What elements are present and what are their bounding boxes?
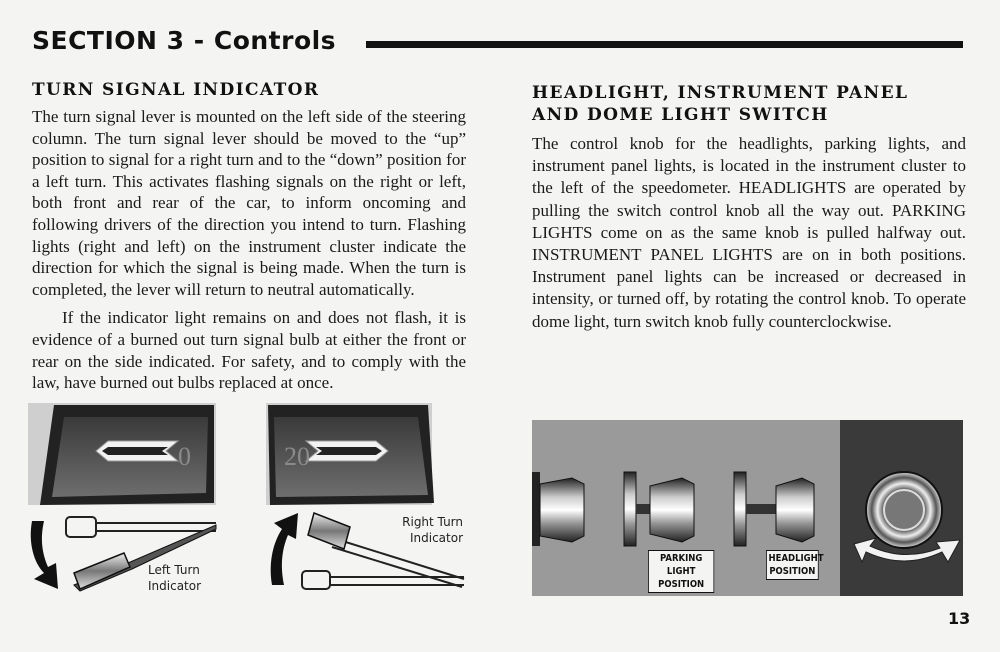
turn-signal-paragraph-1: The turn signal lever is mounted on the left side of the steering column. The turn signal lever should be moved to the “up” position to signal for a right turn and to the “down” position for a left turn. This activates flashing signals on the right or left, both front and rear of the car, to inform oncoming and following drivers of the direction you intend to turn. Flashing lights (right and left) on the instrument cluster indicate the direction for which the signal is being made. When the turn is completed, the lever will return to neutral automatically. (32, 107, 466, 299)
turn-signal-paragraph-2: If the indicator light remains on and does not flash, it is evidence of a burned out turn signal bulb at either the front or rear on the side indicated. For safety, and to comply with the law, have burned out bulbs replaced at once. (32, 308, 466, 393)
knob-parking (650, 478, 694, 542)
right-gauge-digit: 20 (284, 442, 310, 471)
headlight-heading: HEADLIGHT, INSTRUMENT PANEL AND DOME LIGHT SWITCH (532, 83, 909, 125)
page-number: 13 (948, 609, 971, 628)
right-turn-illustration (266, 403, 466, 593)
parking-light-label: PARKING LIGHT POSITION (648, 550, 714, 593)
turn-signal-heading: TURN SIGNAL INDICATOR (32, 80, 320, 100)
turn-signal-body (32, 106, 466, 394)
knob-headlight (776, 478, 814, 542)
section-title: SECTION 3 - Controls (32, 26, 337, 55)
headlight-position-label: HEADLIGHT POSITION (766, 550, 819, 580)
up-arrow-icon (271, 513, 298, 585)
right-turn-caption: Right Turn Indicator (402, 515, 463, 545)
left-gauge-digit: 0 (178, 442, 191, 471)
title-rule (366, 41, 963, 48)
left-turn-caption: Left Turn Indicator (148, 563, 202, 593)
knob-off (540, 478, 584, 542)
headlight-body: The control knob for the headlights, parking lights, and instrument panel lights, is located in the instrument cluster to the left of the speedometer. HEADLIGHTS are operated by pulling the switch control knob all the way out. PARKING LIGHTS come on as the same knob is pulled halfway out. INSTRUMENT PANEL LIGHTS are on in both positions. Instrument panel lights can be increased or decreased in intensity, or turned off, by rotating the control knob. To operate dome light, turn switch knob fully counterclockwise. (532, 134, 966, 331)
down-arrow-icon (31, 521, 58, 589)
headlight-switch-illustration (532, 420, 963, 596)
